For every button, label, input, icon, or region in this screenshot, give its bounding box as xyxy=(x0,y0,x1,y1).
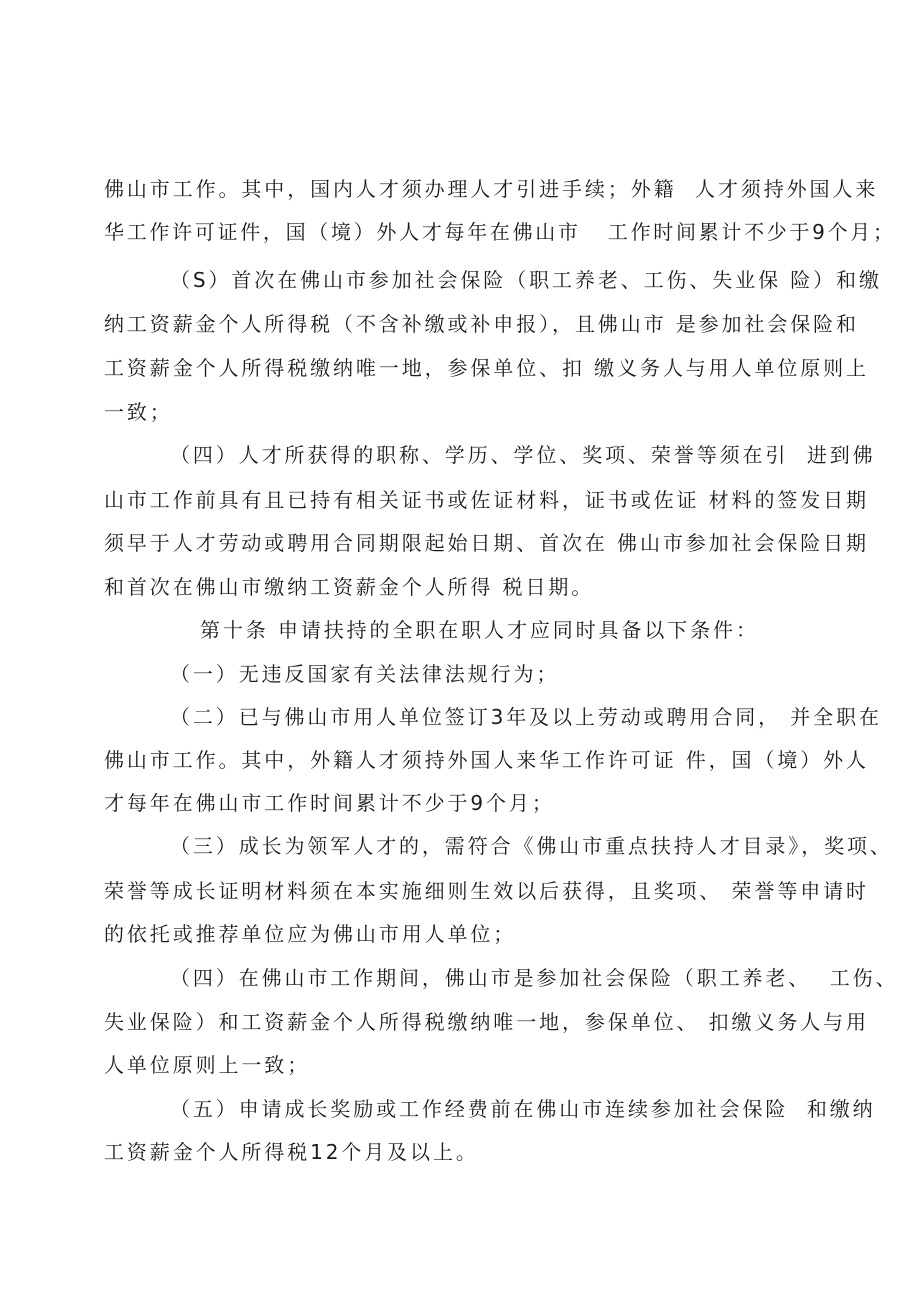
text-line-21: 人单位原则上一致； xyxy=(104,1053,311,1077)
text-line-6: 一致； xyxy=(104,400,173,424)
text-line-15: 才每年在佛山市工作时间累计不少于9个月； xyxy=(104,791,555,815)
article-heading: 第十条 申请扶持的全职在职人才应同时具备以下条件： xyxy=(200,618,759,642)
text-line-14: 佛山市工作。其中，外籍人才须持外国人来华工作许可证 件，国（境）外人 xyxy=(104,748,869,772)
text-line-3: （S）首次在佛山市参加社会保险（职工养老、工伤、失业保 险）和缴 xyxy=(170,268,882,292)
text-line-7: （四）人才所获得的职称、学历、学位、奖项、荣誉等须在引 进到佛 xyxy=(170,443,876,467)
text-line-2: 华工作许可证件，国（境）外人才每年在佛山市 工作时间累计不少于9个月； xyxy=(104,220,896,244)
text-line-5: 工资薪金个人所得税缴纳唯一地，参保单位、扣 缴义务人与用人单位原则上 xyxy=(104,356,869,380)
text-line-4: 纳工资薪金个人所得税（不含补缴或补申报），且佛山市 是参加社会保险和 xyxy=(104,312,859,336)
text-line-18: 的依托或推荐单位应为佛山市用人单位； xyxy=(104,922,517,946)
text-line-12: （一）无违反国家有关法律法规行为； xyxy=(170,662,560,686)
text-line-8: 山市工作前具有且已持有相关证书或佐证材料，证书或佐证 材料的签发日期 xyxy=(104,488,869,512)
text-line-23: 工资薪金个人所得税12个月及以上。 xyxy=(104,1140,479,1164)
text-line-19: （四）在佛山市工作期间，佛山市是参加社会保险（职工养老、 工伤、 xyxy=(170,966,899,990)
text-line-22: （五）申请成长奖励或工作经费前在佛山市连续参加社会保险 和缴纳 xyxy=(170,1097,876,1121)
text-line-1: 佛山市工作。其中，国内人才须办理人才引进手续；外籍 人才须持外国人来 xyxy=(104,177,879,201)
text-line-9: 须早于人才劳动或聘用合同期限起始日期、首次在 佛山市参加社会保险日期 xyxy=(104,531,869,555)
text-line-20: 失业保险）和工资薪金个人所得税缴纳唯一地，参保单位、 扣缴义务人与用 xyxy=(104,1010,869,1034)
text-line-10: 和首次在佛山市缴纳工资薪金个人所得 税日期。 xyxy=(104,575,595,599)
text-line-13: （二）已与佛山市用人单位签订3年及以上劳动或聘用合同， 并全职在 xyxy=(170,705,882,729)
text-line-17: 荣誉等成长证明材料须在本实施细则生效以后获得，且奖项、 荣誉等申请时 xyxy=(104,879,869,903)
text-line-16: （三）成长为领军人才的，需符合《佛山市重点扶持人才目录》，奖项、 xyxy=(170,834,893,858)
